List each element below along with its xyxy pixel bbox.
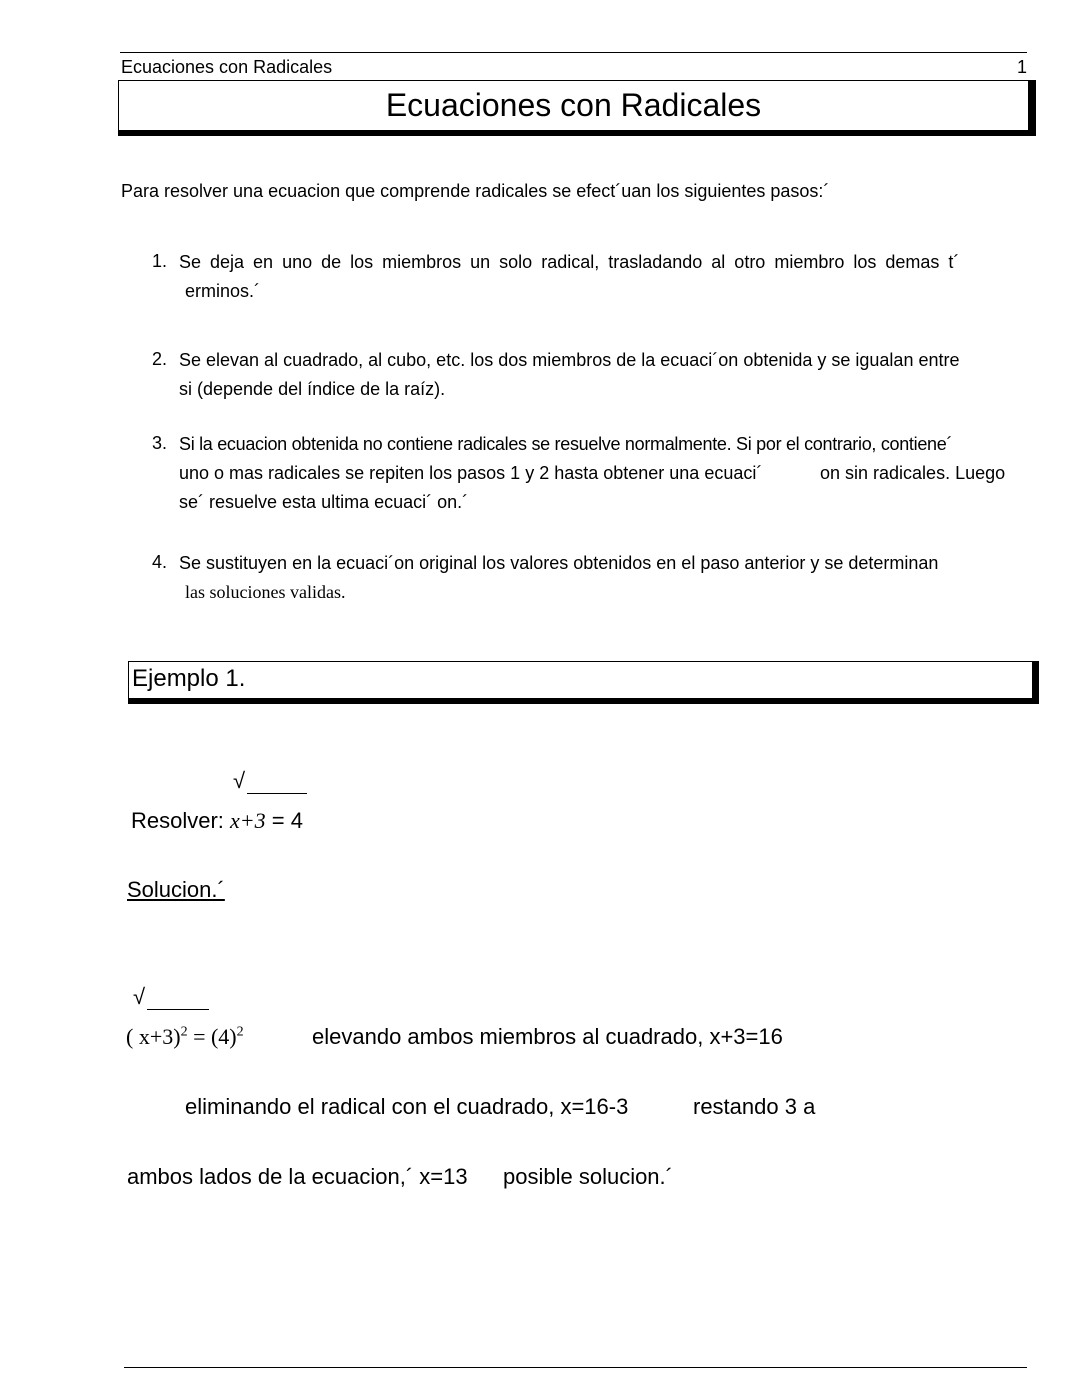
problem-rhs: = 4: [265, 808, 303, 833]
problem-label: Resolver:: [131, 808, 231, 833]
intro-paragraph: Para resolver una ecuacion que comprende radicales se efect´uan los siguientes pasos:´: [121, 181, 830, 201]
equation-exponent: 2: [180, 1024, 188, 1040]
running-header-title: Ecuaciones con Radicales: [121, 57, 333, 77]
step-number: 3.: [152, 433, 168, 453]
footer-rule: [124, 1367, 1027, 1368]
radical-symbol: √: [233, 768, 246, 793]
step-text-line: erminos.´: [185, 281, 261, 301]
header-top-rule: [120, 52, 1027, 53]
step-number: 2.: [152, 349, 168, 369]
solution-label: Solucion.´: [127, 877, 225, 902]
step-text-line: si (depende del índice de la raíz).: [179, 379, 446, 399]
step-text-line: uno o mas radicales se repiten los pasos 1 y 2 hasta obtener una ecuaci´: [179, 463, 763, 483]
page-title: Ecuaciones con Radicales: [385, 87, 762, 123]
page-number: 1: [1016, 57, 1027, 77]
solution-step-text: eliminando el radical con el cuadrado, x=16-3: [185, 1094, 629, 1119]
title-box: [118, 80, 1036, 136]
step-text-line: Se deja en uno de los miembros un solo radical, trasladando al otro miembro los demas t´: [179, 252, 960, 272]
squared-equation: [126, 1024, 244, 1050]
step-number: 4.: [152, 552, 168, 572]
problem-expression: x+3: [230, 808, 266, 833]
step-text-line: se´ resuelve esta ultima ecuaci´ on.´: [179, 492, 469, 512]
step-number: 1.: [152, 251, 168, 271]
step-text-line: Se sustituyen en la ecuaci´on original los valores obtenidos en el paso anterior y se determinan: [179, 553, 939, 573]
step-text-line: Se elevan al cuadrado, al cubo, etc. los dos miembros de la ecuaci´on obtenida y se igualan entre: [179, 350, 960, 370]
radical-vinculum: [247, 793, 307, 794]
equation-exponent: 2: [236, 1024, 244, 1040]
solution-step-text: ambos lados de la ecuacion,´ x=13: [127, 1164, 468, 1189]
equation-note: elevando ambos miembros al cuadrado, x+3=16: [312, 1024, 783, 1049]
step-text-line: Si la ecuacion obtenida no contiene radicales se resuelve normalmente. Si por el contrario, contiene´: [179, 434, 953, 454]
radical-symbol: √: [133, 984, 146, 1009]
solution-step-text: posible solucion.´: [503, 1164, 673, 1189]
solution-step-text: restando 3 a: [693, 1094, 816, 1119]
problem-statement: [131, 808, 303, 834]
equation-lhs: ( x+3): [126, 1024, 181, 1049]
equation-rhs: = (4): [187, 1024, 237, 1049]
radical-vinculum: [147, 1009, 209, 1010]
example-heading-box: [128, 661, 1039, 704]
step-text-line: las soluciones validas.: [185, 582, 346, 602]
example-heading: Ejemplo 1.: [132, 665, 246, 692]
step-text-line: on sin radicales. Luego: [820, 463, 1006, 483]
